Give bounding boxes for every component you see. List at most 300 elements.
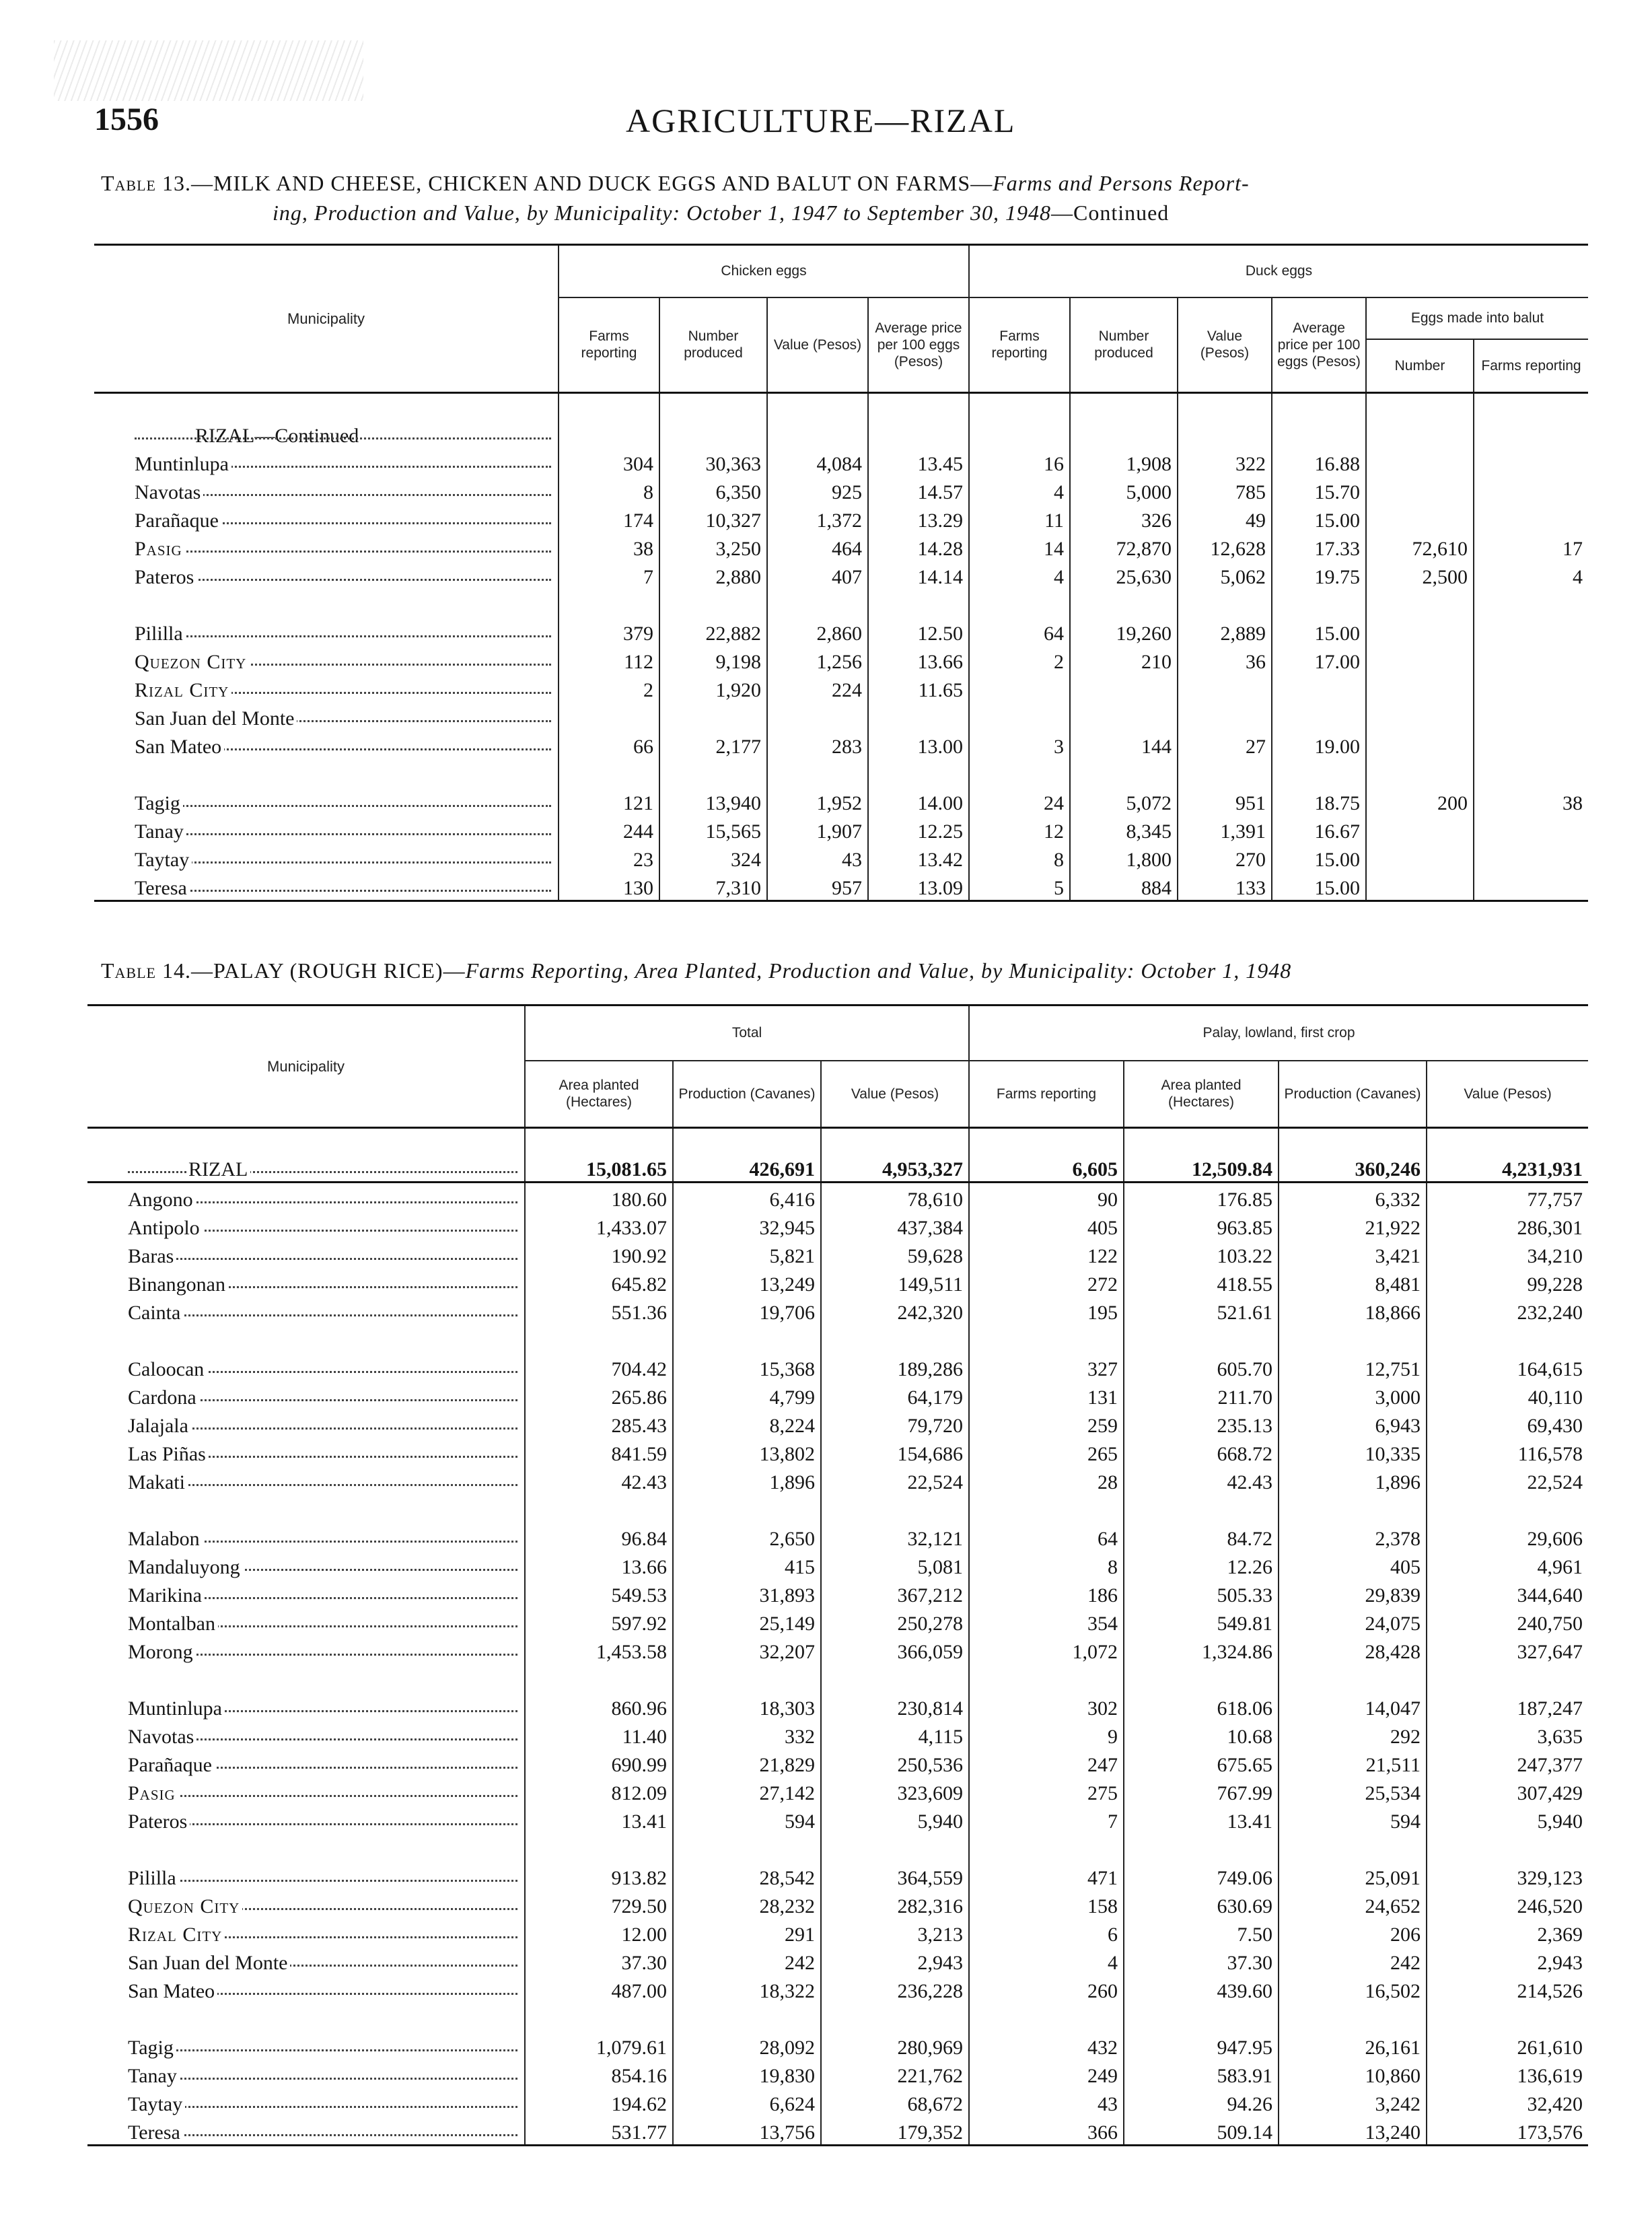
t14-value-cell: 275 — [969, 1777, 1124, 1805]
t14-value-cell: 13,249 — [673, 1268, 821, 1296]
t14-value-cell: 302 — [969, 1664, 1124, 1720]
t13-balut-cell — [1366, 504, 1474, 532]
t13-duck-cell: 72,870 — [1070, 532, 1178, 561]
t14-value-cell: 618.06 — [1124, 1664, 1279, 1720]
t14-value-cell: 645.82 — [525, 1268, 673, 1296]
t14-value-cell: 59,628 — [821, 1240, 969, 1268]
t14-value-cell: 250,536 — [821, 1749, 969, 1777]
t14-value-cell: 3,421 — [1279, 1240, 1427, 1268]
t13-municipality-name: Quezon City — [94, 645, 559, 674]
t14-municipality-name: Cardona — [87, 1381, 525, 1409]
t13-duck-cell: 1,908 — [1070, 448, 1178, 476]
t14-value-cell: 630.69 — [1124, 1890, 1279, 1918]
t13-row — [94, 504, 1588, 532]
t14-value-cell: 22,524 — [1427, 1466, 1588, 1494]
t14-value-cell: 247,377 — [1427, 1749, 1588, 1777]
t14-value-cell: 5,081 — [821, 1551, 969, 1579]
t13-chicken-cell: 13.42 — [868, 843, 969, 872]
t14-value-cell: 179,352 — [821, 2116, 969, 2146]
t13-balut-cell: 2,500 — [1366, 561, 1474, 589]
t14-value-cell: 21,829 — [673, 1749, 821, 1777]
t14-value-cell: 6,416 — [673, 1183, 821, 1212]
t13-duck-cell: 49 — [1178, 504, 1272, 532]
t14-value-cell: 307,429 — [1427, 1777, 1588, 1805]
table14-caption-lead: Table 14.—PALAY (ROUGH RICE)— — [101, 958, 466, 983]
t14-value-cell: 235.13 — [1124, 1409, 1279, 1438]
t13-duck-cell: 12,628 — [1178, 532, 1272, 561]
t13-duck-cell — [1272, 702, 1366, 730]
t14-row — [87, 1805, 1588, 1833]
t13-duck-cell: 19.75 — [1272, 561, 1366, 589]
t14-municipality-name: Baras — [87, 1240, 525, 1268]
t14-total-value-header: Value (Pesos) — [821, 1061, 969, 1128]
table14-caption — [101, 956, 1588, 985]
t14-municipality-name: Antipolo — [87, 1211, 525, 1240]
t14-value-cell: 186 — [969, 1579, 1124, 1607]
t13-balut-cell — [1474, 448, 1588, 476]
t14-value-cell: 605.70 — [1124, 1325, 1279, 1381]
t14-value-cell: 173,576 — [1427, 2116, 1588, 2146]
t13-duck-cell — [1178, 674, 1272, 702]
t14-row — [87, 1664, 1588, 1720]
t14-value-cell: 354 — [969, 1607, 1124, 1635]
t14-value-cell: 6,624 — [673, 2088, 821, 2116]
t14-municipality-name: Pililla — [87, 1833, 525, 1890]
t14-value-cell: 729.50 — [525, 1890, 673, 1918]
t14-value-cell: 232,240 — [1427, 1296, 1588, 1325]
t13-duck-cell — [1070, 674, 1178, 702]
t14-value-cell: 261,610 — [1427, 2003, 1588, 2059]
table14 — [87, 1004, 1588, 2146]
t13-chicken-cell: 407 — [767, 561, 868, 589]
t13-duck-cell: 15.00 — [1272, 504, 1366, 532]
t14-total-header: Total — [525, 1006, 969, 1061]
t14-value-cell: 26,161 — [1279, 2003, 1427, 2059]
t13-balut-cell: 17 — [1474, 532, 1588, 561]
t14-row — [87, 1579, 1588, 1607]
t13-duck-cell — [969, 702, 1070, 730]
page-title: AGRICULTURE—RIZAL — [626, 102, 1016, 139]
t14-value-cell: 265.86 — [525, 1381, 673, 1409]
t14-value-cell: 180.60 — [525, 1183, 673, 1212]
t14-municipality-name: Tagig — [87, 2003, 525, 2059]
t13-duck-cell: 3 — [969, 730, 1070, 759]
t13-row — [94, 674, 1588, 702]
t13-chicken-cell: 23 — [559, 843, 659, 872]
t14-value-cell: 18,866 — [1279, 1296, 1427, 1325]
t14-value-cell: 860.96 — [525, 1664, 673, 1720]
t14-row — [87, 1918, 1588, 1946]
t14-value-cell: 13,756 — [673, 2116, 821, 2146]
t13-balut-cell — [1474, 815, 1588, 843]
t13-section-label: RIZAL—Continued — [94, 393, 559, 448]
t13-balut-cell — [1474, 504, 1588, 532]
t14-value-cell: 291 — [673, 1918, 821, 1946]
t13-balut-cell — [1474, 645, 1588, 674]
table13 — [94, 244, 1588, 902]
t14-value-cell: 854.16 — [525, 2059, 673, 2088]
t14-row — [87, 1268, 1588, 1296]
t13-duck-cell: 8 — [969, 843, 1070, 872]
t13-section-row — [94, 393, 1588, 448]
t14-total-cell: 12,509.84 — [1124, 1128, 1279, 1183]
t14-value-cell: 164,615 — [1427, 1325, 1588, 1381]
t13-chicken-cell: 13,940 — [659, 759, 767, 815]
t13-duck-cell: 27 — [1178, 730, 1272, 759]
t13-balut-cell: 4 — [1474, 561, 1588, 589]
t14-value-cell: 122 — [969, 1240, 1124, 1268]
t14-total-cell: 360,246 — [1279, 1128, 1427, 1183]
t14-value-cell: 259 — [969, 1409, 1124, 1438]
t14-value-cell: 28 — [969, 1466, 1124, 1494]
t14-value-cell: 947.95 — [1124, 2003, 1279, 2059]
t14-value-cell: 366,059 — [821, 1635, 969, 1664]
t13-municipality-name: Muntinlupa — [94, 448, 559, 476]
t13-duck-cell: 785 — [1178, 476, 1272, 504]
t14-value-cell: 272 — [969, 1268, 1124, 1296]
t13-chicken-cell: 30,363 — [659, 448, 767, 476]
t14-row — [87, 1607, 1588, 1635]
t13-duck-cell: 1,800 — [1070, 843, 1178, 872]
t13-chicken-cell: 304 — [559, 448, 659, 476]
t14-value-cell: 19,830 — [673, 2059, 821, 2088]
t13-row — [94, 702, 1588, 730]
t13-municipality-name: Navotas — [94, 476, 559, 504]
t14-value-cell: 285.43 — [525, 1409, 673, 1438]
t14-value-cell: 10.68 — [1124, 1720, 1279, 1749]
t13-chicken-cell: 7,310 — [659, 872, 767, 901]
t14-value-cell: 32,121 — [821, 1494, 969, 1551]
t14-value-cell: 230,814 — [821, 1664, 969, 1720]
t13-municipality-name: Parañaque — [94, 504, 559, 532]
t14-value-cell: 7 — [969, 1805, 1124, 1833]
t13-duck-cell: 4 — [969, 561, 1070, 589]
t14-value-cell: 27,142 — [673, 1777, 821, 1805]
t13-chicken-cell: 22,882 — [659, 589, 767, 645]
t14-value-cell: 21,511 — [1279, 1749, 1427, 1777]
t14-value-cell: 471 — [969, 1833, 1124, 1890]
t13-balut-cell — [1366, 702, 1474, 730]
t14-municipality-name: Binangonan — [87, 1268, 525, 1296]
t14-value-cell: 8,481 — [1279, 1268, 1427, 1296]
t14-value-cell: 3,000 — [1279, 1381, 1427, 1409]
t14-value-cell: 79,720 — [821, 1409, 969, 1438]
t14-value-cell: 28,542 — [673, 1833, 821, 1890]
t14-value-cell: 24,652 — [1279, 1890, 1427, 1918]
t13-chicken-cell: 2,880 — [659, 561, 767, 589]
t14-value-cell: 282,316 — [821, 1890, 969, 1918]
t13-chicken-cell: 3,250 — [659, 532, 767, 561]
t13-duck-cell: 5 — [969, 872, 1070, 901]
t14-value-cell: 439.60 — [1124, 1975, 1279, 2003]
t14-value-cell: 583.91 — [1124, 2059, 1279, 2088]
t13-balut-farms-header: Farms reporting — [1474, 339, 1588, 393]
t13-chicken-cell: 1,372 — [767, 504, 868, 532]
t14-value-cell: 10,335 — [1279, 1438, 1427, 1466]
t13-municipality-name: Taytay — [94, 843, 559, 872]
t14-row — [87, 1211, 1588, 1240]
t14-value-cell: 2,943 — [1427, 1946, 1588, 1975]
t14-value-cell: 509.14 — [1124, 2116, 1279, 2146]
t14-value-cell: 549.53 — [525, 1579, 673, 1607]
t14-value-cell: 195 — [969, 1296, 1124, 1325]
t14-value-cell: 432 — [969, 2003, 1124, 2059]
t14-value-cell: 77,757 — [1427, 1183, 1588, 1212]
t13-duck-cell: 4 — [969, 476, 1070, 504]
t14-value-cell: 5,940 — [1427, 1805, 1588, 1833]
t14-value-cell: 25,149 — [673, 1607, 821, 1635]
t14-value-cell: 236,228 — [821, 1975, 969, 2003]
t14-value-cell: 16,502 — [1279, 1975, 1427, 2003]
t14-value-cell: 247 — [969, 1749, 1124, 1777]
t14-municipality-name: Marikina — [87, 1579, 525, 1607]
t13-balut-cell — [1474, 476, 1588, 504]
t14-row — [87, 1381, 1588, 1409]
t14-value-cell: 327,647 — [1427, 1635, 1588, 1664]
t14-value-cell: 2,369 — [1427, 1918, 1588, 1946]
t13-duck-cell: 133 — [1178, 872, 1272, 901]
t14-row — [87, 1240, 1588, 1268]
t13-balut-cell — [1366, 815, 1474, 843]
t13-chicken-cell: 1,920 — [659, 674, 767, 702]
t13-balut-cell: 200 — [1366, 759, 1474, 815]
t13-duck-cell — [969, 674, 1070, 702]
t14-total-production-header: Production (Cavanes) — [673, 1061, 821, 1128]
t14-value-cell: 292 — [1279, 1720, 1427, 1749]
t13-row — [94, 476, 1588, 504]
t14-row — [87, 1325, 1588, 1381]
t14-municipality-name: Navotas — [87, 1720, 525, 1749]
t14-value-cell: 913.82 — [525, 1833, 673, 1890]
t13-duck-cell: 322 — [1178, 448, 1272, 476]
t14-value-cell: 13.66 — [525, 1551, 673, 1579]
t14-value-cell: 32,420 — [1427, 2088, 1588, 2116]
t13-chicken-cell: 13.09 — [868, 872, 969, 901]
t14-value-cell: 344,640 — [1427, 1579, 1588, 1607]
t13-chicken-cell: 13.29 — [868, 504, 969, 532]
t14-row — [87, 2003, 1588, 2059]
t14-value-cell: 327 — [969, 1325, 1124, 1381]
t13-chicken-cell: 10,327 — [659, 504, 767, 532]
t13-duck-number-header: Number produced — [1070, 297, 1178, 393]
t14-municipality-name: Caloocan — [87, 1325, 525, 1381]
t14-municipality-header: Municipality — [87, 1006, 525, 1128]
scan-speckle — [54, 40, 363, 101]
t14-value-cell: 250,278 — [821, 1607, 969, 1635]
t13-chicken-cell: 8 — [559, 476, 659, 504]
t14-value-cell: 6,332 — [1279, 1183, 1427, 1212]
t14-value-cell: 99,228 — [1427, 1268, 1588, 1296]
t13-duck-cell: 19,260 — [1070, 589, 1178, 645]
t14-row — [87, 2116, 1588, 2146]
t13-chicken-cell: 121 — [559, 759, 659, 815]
t14-value-cell: 594 — [1279, 1805, 1427, 1833]
t13-chicken-cell: 2,860 — [767, 589, 868, 645]
t14-value-cell: 405 — [1279, 1551, 1427, 1579]
t14-value-cell: 29,606 — [1427, 1494, 1588, 1551]
t13-balut-cell — [1366, 872, 1474, 901]
table13-caption-lead: Table 13.—MILK AND CHEESE, CHICKEN AND DUCK EGGS AND BALUT ON FARMS— — [101, 171, 993, 195]
t13-duck-cell: 15.70 — [1272, 476, 1366, 504]
t14-value-cell: 42.43 — [525, 1466, 673, 1494]
t14-municipality-name: Quezon City — [87, 1890, 525, 1918]
t14-row — [87, 1296, 1588, 1325]
t13-municipality-name: Rizal City — [94, 674, 559, 702]
page-number: 1556 — [94, 102, 159, 137]
t14-value-cell: 242 — [1279, 1946, 1427, 1975]
t14-value-cell: 13,240 — [1279, 2116, 1427, 2146]
t14-value-cell: 6,943 — [1279, 1409, 1427, 1438]
t14-value-cell: 749.06 — [1124, 1833, 1279, 1890]
t14-value-cell: 11.40 — [525, 1720, 673, 1749]
t14-total-cell: 15,081.65 — [525, 1128, 673, 1183]
t14-row — [87, 1833, 1588, 1890]
t14-value-cell: 131 — [969, 1381, 1124, 1409]
t13-chicken-cell: 7 — [559, 561, 659, 589]
t14-value-cell: 1,896 — [673, 1466, 821, 1494]
t14-value-cell: 265 — [969, 1438, 1124, 1466]
t13-chicken-cell: 43 — [767, 843, 868, 872]
t14-value-cell: 690.99 — [525, 1749, 673, 1777]
t14-lowland-farms-header: Farms reporting — [969, 1061, 1124, 1128]
t13-duck-cell: 326 — [1070, 504, 1178, 532]
t13-chicken-cell: 15,565 — [659, 815, 767, 843]
t14-value-cell: 4,961 — [1427, 1551, 1588, 1579]
t14-municipality-name: Taytay — [87, 2088, 525, 2116]
t14-municipality-name: Parañaque — [87, 1749, 525, 1777]
t13-duck-cell: 17.33 — [1272, 532, 1366, 561]
t14-value-cell: 260 — [969, 1975, 1124, 2003]
t14-value-cell: 8 — [969, 1551, 1124, 1579]
t14-value-cell: 1,079.61 — [525, 2003, 673, 2059]
t14-value-cell: 2,943 — [821, 1946, 969, 1975]
t14-municipality-name: Jalajala — [87, 1409, 525, 1438]
t13-balut-cell — [1366, 448, 1474, 476]
t13-balut-cell — [1474, 730, 1588, 759]
t13-chicken-cell: 13.66 — [868, 645, 969, 674]
t14-value-cell: 187,247 — [1427, 1664, 1588, 1720]
t14-value-cell: 206 — [1279, 1918, 1427, 1946]
t14-value-cell: 28,428 — [1279, 1635, 1427, 1664]
t14-value-cell: 8,224 — [673, 1409, 821, 1438]
t14-row — [87, 1749, 1588, 1777]
t13-chicken-cell: 244 — [559, 815, 659, 843]
t13-municipality-name: Pateros — [94, 561, 559, 589]
t14-value-cell: 221,762 — [821, 2059, 969, 2088]
t13-municipality-name: Pililla — [94, 589, 559, 645]
t14-value-cell: 149,511 — [821, 1268, 969, 1296]
t13-balut-cell — [1366, 730, 1474, 759]
t13-chicken-cell: 112 — [559, 645, 659, 674]
t14-value-cell: 367,212 — [821, 1579, 969, 1607]
t13-chicken-cell: 174 — [559, 504, 659, 532]
t13-row — [94, 532, 1588, 561]
t13-row — [94, 759, 1588, 815]
t14-value-cell: 4,115 — [821, 1720, 969, 1749]
t13-duck-cell: 8,345 — [1070, 815, 1178, 843]
t13-duck-cell: 951 — [1178, 759, 1272, 815]
t14-value-cell: 25,534 — [1279, 1777, 1427, 1805]
t14-value-cell: 6 — [969, 1918, 1124, 1946]
t14-value-cell: 594 — [673, 1805, 821, 1833]
t13-municipality-name: San Juan del Monte — [94, 702, 559, 730]
t14-municipality-name: San Juan del Monte — [87, 1946, 525, 1975]
t13-chicken-cell: 13.00 — [868, 730, 969, 759]
t14-value-cell: 13,802 — [673, 1438, 821, 1466]
t14-value-cell: 154,686 — [821, 1438, 969, 1466]
t13-duck-cell: 884 — [1070, 872, 1178, 901]
t14-municipality-name: Cainta — [87, 1296, 525, 1325]
t14-value-cell: 19,706 — [673, 1296, 821, 1325]
t13-row — [94, 448, 1588, 476]
t14-value-cell: 286,301 — [1427, 1211, 1588, 1240]
t14-value-cell: 242,320 — [821, 1296, 969, 1325]
t13-duck-cell: 19.00 — [1272, 730, 1366, 759]
t13-balut-cell — [1366, 476, 1474, 504]
t14-municipality-name: Las Piñas — [87, 1438, 525, 1466]
t14-value-cell: 40,110 — [1427, 1381, 1588, 1409]
t14-value-cell: 405 — [969, 1211, 1124, 1240]
t14-value-cell: 704.42 — [525, 1325, 673, 1381]
t13-chicken-cell: 464 — [767, 532, 868, 561]
t14-row — [87, 1183, 1588, 1212]
t14-lowland-production-header: Production (Cavanes) — [1279, 1061, 1427, 1128]
t14-value-cell: 675.65 — [1124, 1749, 1279, 1777]
t14-value-cell: 32,945 — [673, 1211, 821, 1240]
t14-value-cell: 68,672 — [821, 2088, 969, 2116]
t13-duck-cell: 11 — [969, 504, 1070, 532]
t14-municipality-name: Pasig — [87, 1777, 525, 1805]
t14-municipality-name: Malabon — [87, 1494, 525, 1551]
t13-duck-cell: 12 — [969, 815, 1070, 843]
t13-duck-cell: 64 — [969, 589, 1070, 645]
t14-row — [87, 1720, 1588, 1749]
t14-value-cell: 42.43 — [1124, 1466, 1279, 1494]
t13-municipality-name: Pasig — [94, 532, 559, 561]
t13-chicken-cell: 324 — [659, 843, 767, 872]
t14-value-cell: 366 — [969, 2116, 1124, 2146]
t13-duck-farms-header: Farms reporting — [969, 297, 1070, 393]
t13-row — [94, 561, 1588, 589]
t14-value-cell: 9 — [969, 1720, 1124, 1749]
t13-chicken-cell: 12.25 — [868, 815, 969, 843]
t13-chicken-cell: 14.00 — [868, 759, 969, 815]
t13-duck-cell: 1,391 — [1178, 815, 1272, 843]
t13-duck-avg-header: Average price per 100 eggs (Pesos) — [1272, 297, 1366, 393]
t14-value-cell: 415 — [673, 1551, 821, 1579]
t14-row — [87, 1635, 1588, 1664]
table13-caption-line2: ing, Production and Value, by Municipality: October 1, 1947 to September 30, 1948 — [273, 201, 1051, 225]
t13-balut-cell — [1474, 589, 1588, 645]
t14-value-cell: 94.26 — [1124, 2088, 1279, 2116]
t14-value-cell: 5,940 — [821, 1805, 969, 1833]
t14-value-cell: 32,207 — [673, 1635, 821, 1664]
t14-value-cell: 1,072 — [969, 1635, 1124, 1664]
t13-chicken-cell — [659, 702, 767, 730]
t14-value-cell: 96.84 — [525, 1494, 673, 1551]
t13-duck-cell: 15.00 — [1272, 872, 1366, 901]
t13-chicken-cell: 66 — [559, 730, 659, 759]
t13-duck-eggs-header: Duck eggs — [969, 245, 1588, 297]
t13-row — [94, 645, 1588, 674]
t13-duck-cell: 36 — [1178, 645, 1272, 674]
t13-chicken-cell: 14.14 — [868, 561, 969, 589]
t14-row — [87, 1890, 1588, 1918]
t14-value-cell: 136,619 — [1427, 2059, 1588, 2088]
t13-chicken-cell: 379 — [559, 589, 659, 645]
t13-chicken-eggs-header: Chicken eggs — [559, 245, 969, 297]
t14-value-cell: 505.33 — [1124, 1579, 1279, 1607]
